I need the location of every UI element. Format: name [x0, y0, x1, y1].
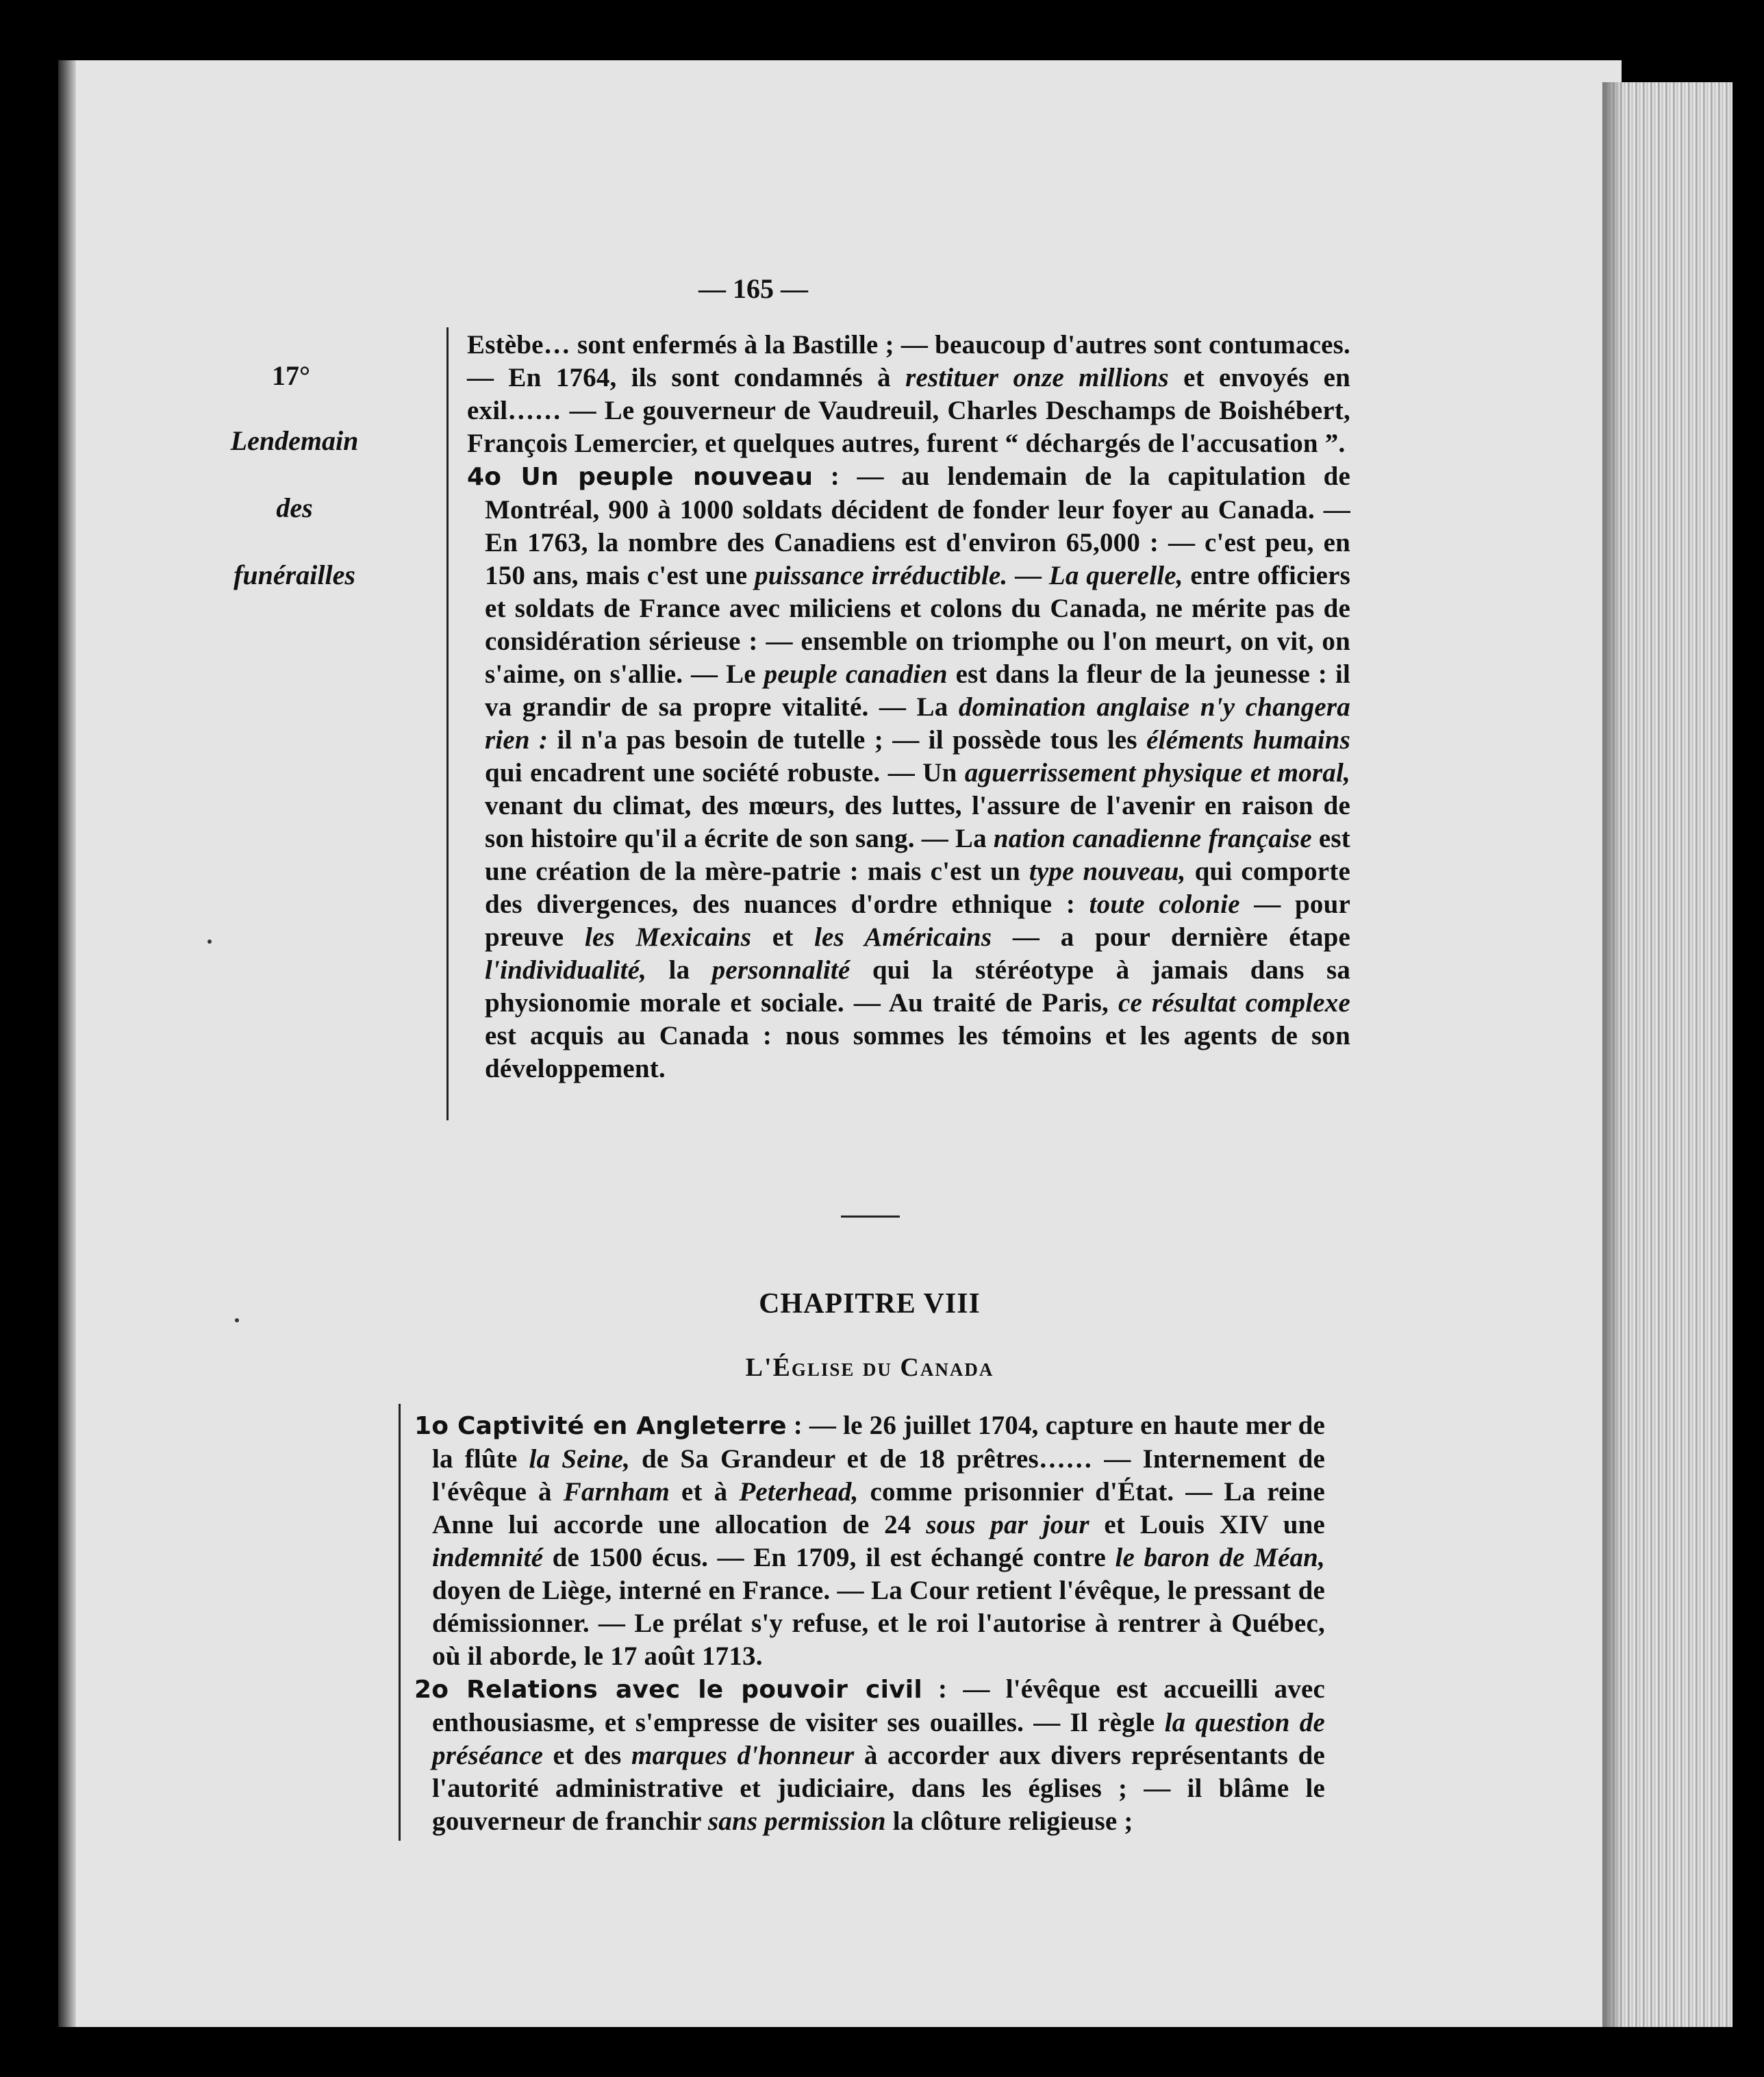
- paragraph: [414, 1673, 1325, 1838]
- emphasis: la Seine,: [529, 1444, 631, 1474]
- section-text-block: [467, 329, 1350, 1085]
- section-bracket: [399, 1404, 401, 1841]
- emphasis: ce résultat complexe: [1118, 988, 1350, 1018]
- text-run: qui comporte des divergences, des nuances d'ordre ethnique :: [485, 857, 1351, 919]
- text-run: à accorder aux divers représentants de l'autorité administrative et judiciaire, dans les églises ; — il blâme le gouverneur de franchir: [432, 1741, 1325, 1836]
- section-heading: 4o Un peuple nouveau: [467, 463, 814, 491]
- emphasis: éléments humains: [1146, 725, 1351, 755]
- page-edges: [1602, 82, 1732, 2027]
- text-run: la: [668, 955, 690, 985]
- text-run: : — l'évêque est accueilli avec enthousiasme, et s'empresse de visiter ses ouailles. — Il règle: [432, 1674, 1325, 1737]
- emphasis: restituer onze millions: [905, 363, 1169, 392]
- page-number: — 165 —: [698, 273, 808, 304]
- emphasis: sans permission: [707, 1807, 886, 1836]
- text-run: et: [772, 922, 794, 952]
- emphasis: les Mexicains: [584, 922, 752, 952]
- chapter-title: CHAPITRE VIII: [759, 1288, 981, 1320]
- text-run: —: [1014, 561, 1042, 590]
- text-run: qui la stéréotype à jamais dans sa physionomie morale et sociale. — Au traité de Paris,: [485, 955, 1351, 1018]
- speck: [235, 1318, 239, 1322]
- section-text-block: [414, 1409, 1325, 1838]
- text-run: est acquis au Canada : nous sommes les témoins et les agents de son développement.: [485, 1021, 1350, 1083]
- margin-note-line: des: [276, 492, 313, 523]
- text-run: est dans la fleur de la jeunesse : il va grandir de sa propre vitalité. — La: [485, 659, 1351, 722]
- emphasis: indemnité: [432, 1543, 544, 1572]
- emphasis: nation canadienne française: [993, 824, 1312, 853]
- emphasis: les Américains: [814, 922, 992, 952]
- text-run: et Louis XIV une: [1104, 1510, 1325, 1539]
- section-divider: [841, 1216, 900, 1218]
- text-run: et envoyés en exil…… — Le gouverneur de Vaudreuil, Charles Deschamps de Boishébert, François Lemercier, et quelques autres, furent “ déchargés de l'accusation ”.: [467, 363, 1351, 458]
- speck: [207, 940, 212, 944]
- emphasis: la question de préséance: [432, 1708, 1325, 1770]
- text-run: est une création de la mère-patrie : mais c'est un: [485, 824, 1350, 886]
- emphasis: toute colonie: [1089, 890, 1240, 919]
- text-run: de 1500 écus. — En 1709, il est échangé contre: [552, 1543, 1106, 1572]
- margin-note-line: Lendemain: [230, 425, 359, 456]
- text-run: il n'a pas besoin de tutelle ; — il possède tous les: [557, 725, 1137, 755]
- margin-note-line: funérailles: [234, 559, 355, 590]
- paragraph: [414, 1409, 1325, 1673]
- text-run: venant du climat, des mœurs, des luttes, l'assure de l'avenir en raison de son histoire qu'il a écrite de son sang. — La: [485, 791, 1350, 853]
- chapter-subtitle: L'Église du Canada: [745, 1353, 994, 1382]
- emphasis: l'individualité,: [485, 955, 647, 985]
- emphasis: puissance irréductible.: [755, 561, 1008, 590]
- emphasis: aguerrissement physique et moral,: [964, 758, 1350, 788]
- text-run: de Sa Grandeur et de 18 prêtres…… — Internement de l'évêque à: [432, 1444, 1325, 1507]
- text-run: Estèbe… sont enfermés à la Bastille ; — beaucoup d'autres sont contumaces. — En 1764, ils sont condamnés à: [467, 330, 1350, 392]
- text-run: entre officiers et soldats de France avec miliciens et colons du Canada, ne mérite pas de considération sérieuse : — ensemble on triomphe ou l'on meurt, on vit, on s'aime, on s'allie. — Le: [485, 561, 1350, 689]
- paragraph: [467, 329, 1350, 460]
- text-run: comme prisonnier d'État. — La reine Anne lui accorde une allocation de 24: [432, 1477, 1326, 1539]
- text-run: la clôture religieuse ;: [892, 1807, 1133, 1836]
- text-run: et à: [681, 1477, 728, 1507]
- emphasis: Peterhead,: [739, 1477, 859, 1507]
- emphasis: peuple canadien: [764, 659, 948, 689]
- emphasis: domination anglaise n'y changera rien :: [485, 692, 1350, 755]
- emphasis: sous par jour: [926, 1510, 1089, 1539]
- margin-note-number: 17°: [272, 360, 310, 391]
- text-run: doyen de Liège, interné en France. — La Cour retient l'évêque, le pressant de démissionner. — Le prélat s'y refuse, et le roi l'autorise à rentrer à Québec, où il aborde, le 17 août 1713.: [432, 1576, 1325, 1671]
- text-run: : — le 26 juillet 1704, capture en haute mer de la flûte: [432, 1411, 1326, 1474]
- text-run: qui encadrent une société robuste. — Un: [485, 758, 957, 788]
- text-run: — pour preuve: [485, 890, 1351, 952]
- emphasis: type nouveau,: [1029, 857, 1186, 886]
- paragraph: [467, 460, 1350, 1085]
- book-spine: [58, 60, 76, 2027]
- text-run: — a pour dernière étape: [1012, 922, 1350, 952]
- section-heading: 2o Relations avec le pouvoir civil: [414, 1676, 922, 1704]
- emphasis: Farnham: [563, 1477, 670, 1507]
- section-bracket: [446, 327, 449, 1120]
- section-heading: 1o Captivité en Angleterre: [414, 1412, 787, 1440]
- text-run: : — au lendemain de la capitulation de Montréal, 900 à 1000 soldats décident de fonder leur foyer au Canada. — En 1763, la nombre des Canadiens est d'environ 65,000 : — c'est peu, en 150 ans, mais c'est une: [485, 462, 1350, 590]
- emphasis: personnalité: [711, 955, 850, 985]
- text-run: et des: [553, 1741, 622, 1770]
- emphasis: marques d'honneur: [631, 1741, 855, 1770]
- emphasis: le baron de Méan,: [1115, 1543, 1326, 1572]
- emphasis: La querelle,: [1048, 561, 1183, 590]
